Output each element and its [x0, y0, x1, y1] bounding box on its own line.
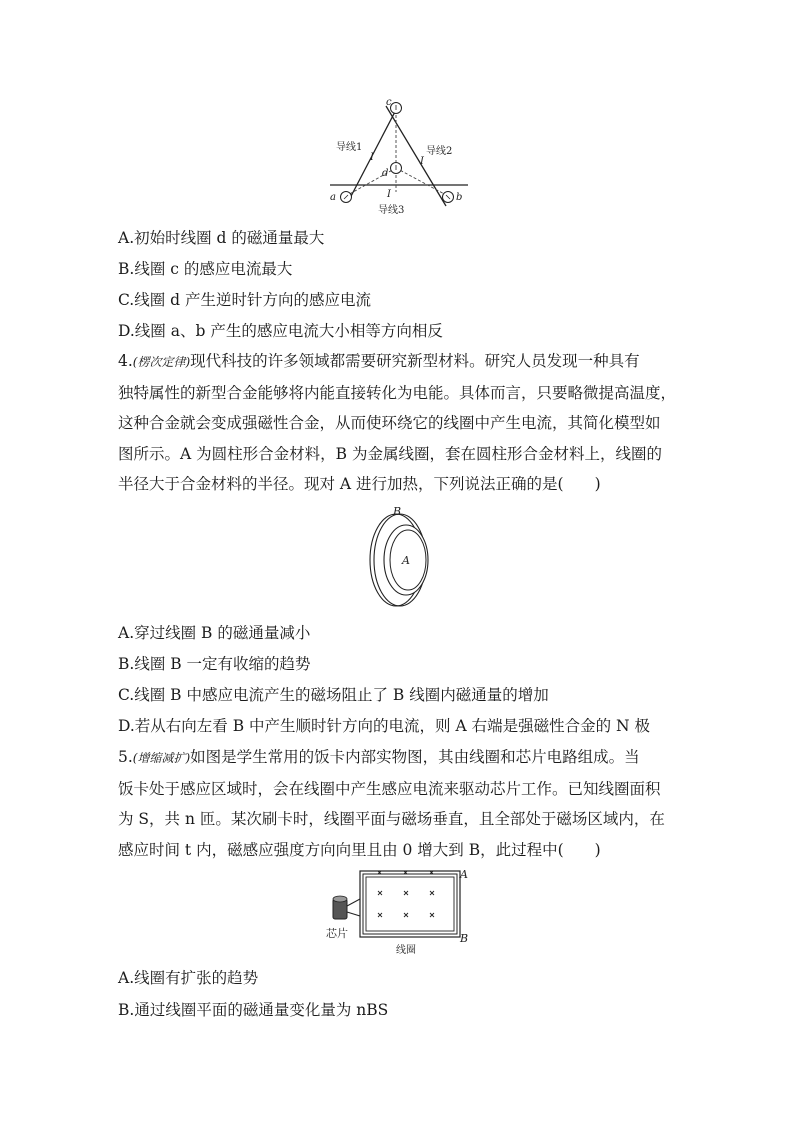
wire1-label: 导线1	[336, 142, 363, 153]
q3-option-a: A.初始时线圈 d 的磁通量最大	[118, 229, 325, 247]
q5-option-b: B.通过线圈平面的磁通量变化量为 nBS	[118, 1001, 389, 1019]
q4-number: 4.	[118, 352, 133, 370]
chip-label: 芯片	[326, 927, 348, 940]
q4-line-3: 这种合金就会变成强磁性合金，从而使环绕它的线圈中产生电流，其简化模型如	[118, 414, 661, 432]
current-right-label: I	[420, 156, 424, 167]
field-cross-marks	[378, 871, 434, 917]
q4-option-d: D.若从右向左看 B 中产生顺时针方向的电流，则 A 右端是强磁性合金的 N 极	[118, 717, 651, 735]
q4-text-1: 现代科技的许多领域都需要研究新型材料。研究人员发现一种具有	[190, 352, 640, 370]
q5-line-3: 为 S，共 n 匝。某次刷卡时，线圈平面与磁场垂直，且全部处于磁场区域内，在	[118, 810, 665, 828]
point-a-label: A	[460, 868, 468, 881]
q4-option-b: B.线圈 B 一定有收缩的趋势	[118, 655, 311, 673]
q5-stem	[118, 742, 678, 865]
q4-option-a: A.穿过线圈 B 的磁通量减小	[118, 624, 311, 642]
wire3-label: 导线3	[378, 205, 405, 216]
q4-line-2: 独特属性的新型合金能够将内能直接转化为电能。具体而言，只要略微提高温度，	[118, 383, 677, 402]
q5-tag: (增缩减扩)	[132, 751, 191, 765]
coil-a-label: a	[330, 192, 336, 203]
coil-b-label: b	[456, 192, 463, 203]
q5-option-a: A.线圈有扩张的趋势	[118, 969, 259, 987]
q5-line-2: 饭卡处于感应区域时，会在线圈中产生感应电流来驱动芯片工作。已知线圈面积	[118, 779, 661, 798]
coil-c-label: c	[386, 97, 392, 108]
three-wire-diagram	[326, 96, 476, 218]
q5-text-1: 如图是学生常用的饭卡内部实物图，其由线圈和芯片电路组成。当	[190, 748, 640, 766]
wire2-label: 导线2	[426, 146, 453, 157]
q4-tag: (楞次定律)	[132, 355, 191, 369]
q4-line-1	[118, 346, 678, 378]
point-b-label: B	[460, 932, 469, 945]
q4-line-5: 半径大于合金材料的半径。现对 A 进行加热，下列说法正确的是( )	[118, 475, 601, 493]
q5-line-4: 感应时间 t 内，磁感应强度方向向里且由 0 增大到 B，此过程中( )	[118, 840, 601, 859]
coil-label: 线圈	[396, 945, 416, 956]
q3-option-b: B.线圈 c 的感应电流最大	[118, 260, 293, 278]
q5-number: 5.	[118, 748, 133, 766]
current-bottom-label: I	[387, 189, 391, 200]
alloy-a-fig-label: A	[402, 554, 410, 567]
q4-option-c: C.线圈 B 中感应电流产生的磁场阻止了 B 线圈内磁通量的增加	[118, 686, 549, 704]
coil-alloy-diagram	[362, 504, 442, 612]
q3-option-c: C.线圈 d 产生逆时针方向的感应电流	[118, 291, 372, 309]
coil-b-fig-label: B	[393, 505, 402, 518]
coil-d-label: d	[382, 168, 389, 179]
q4-line-4: 图所示。A 为圆柱形合金材料，B 为金属线圈，套在圆柱形合金材料上，线圈的	[118, 444, 662, 463]
q4-stem	[118, 346, 678, 500]
q5-line-1	[118, 742, 678, 774]
q3-option-d: D.线圈 a、b 产生的感应电流大小相等方向相反	[118, 322, 443, 340]
current-left-label: I	[370, 152, 374, 163]
card-coil-diagram	[326, 866, 472, 958]
